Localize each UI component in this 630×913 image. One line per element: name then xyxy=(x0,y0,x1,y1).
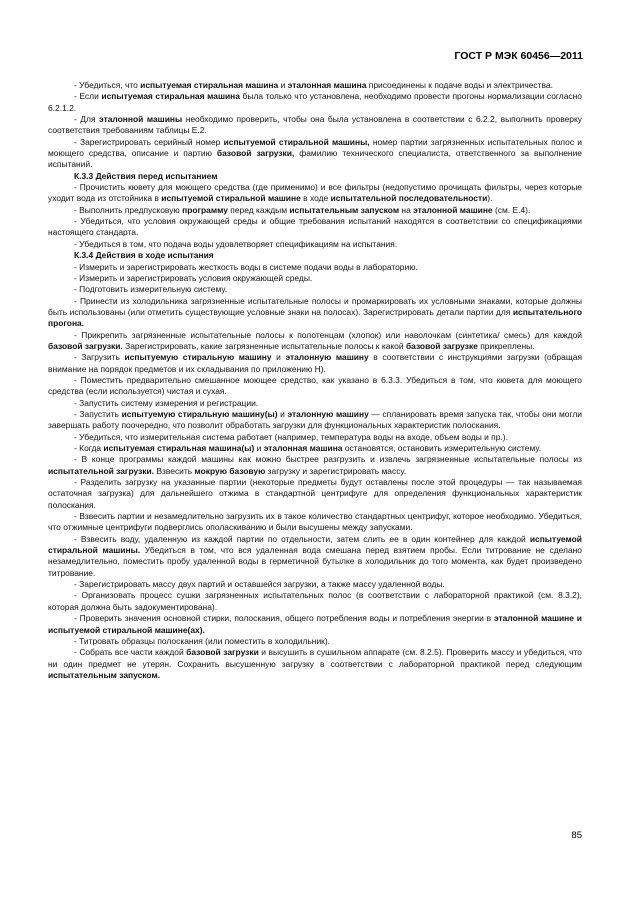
text-run: - Измерить и зарегистрировать условия окружающей среды. xyxy=(74,272,313,283)
section-heading xyxy=(48,250,582,261)
body-paragraph xyxy=(48,432,582,443)
body-paragraph xyxy=(48,454,582,477)
section-heading xyxy=(48,171,582,182)
body-paragraph xyxy=(48,579,582,590)
text-run: - Запустить xyxy=(74,408,122,419)
bold-term: эталонную машину xyxy=(285,352,369,363)
bold-term: базовой загрузки, xyxy=(216,148,295,159)
page-number: 85 xyxy=(571,830,582,841)
text-run: номер партии загрязненных испытательных полос и моющего средства, описание и партию xyxy=(48,136,582,159)
body-paragraph xyxy=(48,477,582,511)
text-run: - Принести из холодильника загрязненные испытательные полосы и промаркировать их условными знаками, которые должны быть использованы (или отметить существующие условные знаки на полосах). Зарегистрировать детали партии для xyxy=(48,295,582,317)
body-paragraph xyxy=(48,262,582,273)
body-paragraph xyxy=(48,91,582,114)
text-run: - Организовать процесс сушки загрязненных испытательных полос (в соответствии с лабораторной практикой (см. 8.3.2), которая должна быть задокументирована). xyxy=(48,590,582,612)
text-run: необходимо проверить, чтобы она была установлена в соответствии с 6.2.2, выполнить проверку соответствия требованиям таблицы Е.2. xyxy=(48,114,582,136)
body-paragraph xyxy=(48,80,582,91)
bold-term: базовой загрузке xyxy=(405,340,478,351)
text-run: - Подготовить измерительную систему. xyxy=(74,284,228,295)
bold-term: испытуемую стиральную машину(ы) xyxy=(121,408,278,419)
body-paragraph xyxy=(48,182,582,205)
bold-term: испытуемой стиральной машины, xyxy=(223,136,370,147)
bold-term: испытуемая стиральная машина xyxy=(140,80,279,90)
text-run: ). xyxy=(487,193,493,204)
body-paragraph xyxy=(48,330,582,353)
body-paragraph xyxy=(48,409,582,432)
text-run: - Убедиться, что xyxy=(74,80,141,90)
text-run: - Загрузить xyxy=(74,352,125,363)
body-paragraph xyxy=(48,375,582,398)
body-paragraph xyxy=(48,205,582,216)
text-run: и высушить в сушильном аппарате (см. 8.2.5). Проверить массу и убедиться, что ни один предмет не утерян. Сохранить высушенную загрузку в соответствии с лабораторной практикой перед следующим xyxy=(48,647,582,669)
text-run: - Взвесить партии и незамедлительно загрузить их в такое количество стандартных центрифуг, которое необходимо. Убедиться, что отжимные центрифуги подверглись ополаскиванию и были высушены между запусками. xyxy=(48,511,582,533)
text-run: присоединены к подаче воды и электричества. xyxy=(366,80,553,90)
body-paragraph xyxy=(48,511,582,534)
text-run: (см. Е.4). xyxy=(492,204,531,215)
bold-term: испытательной загрузки. xyxy=(48,465,155,476)
text-run: - В конце программы каждой машины как можно быстрее разгрузить и извлечь загрязненные испытательные полосы из xyxy=(74,454,582,465)
text-run: - Если xyxy=(74,91,102,102)
text-run: - Измерить и зарегистрировать жесткость воды в системе подачи воды в лабораторию. xyxy=(74,261,418,272)
text-run: — спланировать время запуска так, чтобы они могли завершать работу поочередно, что позволит обработать загрузки для функциональных характеристик полоскания. xyxy=(48,408,582,431)
text-run: - Выполнить предпусковую xyxy=(74,204,183,215)
text-run: в ходе xyxy=(300,193,331,204)
text-run: - Титровать образцы полоскания (или поместить в холодильник). xyxy=(74,635,330,646)
bold-term: испытательной последовательности xyxy=(330,193,488,204)
text-run: - Зарегистрировать массу двух партий и оставшейся загрузки, а также массу удаленной воды. xyxy=(74,579,445,590)
text-run: - Прочистить кювету для моющего средства (где применимо) и все фильтры (недопустимо прочищать фильтры, через которые уходит вода из отстойника в xyxy=(48,182,582,204)
text-run: - Взвесить воду, удаленную из каждой партии по отдельности, затем слить ее в один контейнер для каждой xyxy=(74,533,530,544)
bold-term: испытательным запуском. xyxy=(48,669,161,680)
text-run: - Запустить систему измерения и регистрации. xyxy=(74,397,259,408)
text-run: Взвесить xyxy=(154,465,195,476)
body-paragraph xyxy=(48,647,582,681)
body-paragraph xyxy=(48,216,582,239)
text-run: К.3.3 Действия перед испытанием xyxy=(74,170,218,181)
body-paragraph xyxy=(48,534,582,579)
bold-term: испытуемой стиральной машине xyxy=(161,193,301,204)
text-run: остановятся, остановить измерительную систему. xyxy=(342,443,542,453)
text-run: в соответствии с инструкциями загрузки (обращая внимание на порядок предметов и их складывания по приложению Н). xyxy=(48,352,583,374)
text-run: и xyxy=(277,408,288,419)
text-run: была только что установлена, необходимо провести прогоны нормализации согласно 6.2.1.2. xyxy=(48,91,582,113)
bold-term: базовой загрузки xyxy=(186,647,259,658)
bold-term: эталонной машине и испытуемой стиральной машине(ах). xyxy=(48,613,582,635)
text-run: и xyxy=(254,443,264,453)
document-body xyxy=(48,80,582,681)
bold-term: базовой загрузки. xyxy=(48,340,123,351)
bold-term: эталонной машины xyxy=(99,114,183,125)
bold-term: эталонная машина xyxy=(263,443,343,453)
text-run: прикреплены. xyxy=(477,340,535,351)
document-standard-id: ГОСТ Р МЭК 60456—2011 xyxy=(454,50,583,62)
body-paragraph xyxy=(48,284,582,295)
text-run: - Убедиться, что условия окружающей среды и общие требования испытаний находятся в соответствии со спецификациями настоящего стандарта. xyxy=(48,216,582,238)
text-run: на xyxy=(399,204,414,215)
text-run: фамилию технического специалиста, ответственного за выполнение испытаний. xyxy=(48,148,582,170)
bold-term: испытательным запуском xyxy=(289,204,400,215)
bold-term: испытуемую стиральную машину xyxy=(124,352,272,363)
body-paragraph xyxy=(48,443,582,454)
text-run: - Разделить загрузку на указанные партии (некоторые предметы будут оставлены после этой процедуры — так называемая остаточная загрузка) для дальнейшего отжима в стандартной центрифуге для определения функциональных характеристик полоскания. xyxy=(48,477,582,510)
text-run: - Проверить значения основной стирки, полоскания, общего потребления воды и потребления энергии в xyxy=(74,613,494,624)
body-paragraph xyxy=(48,239,582,250)
body-paragraph xyxy=(48,114,582,137)
body-paragraph xyxy=(48,352,582,375)
body-paragraph xyxy=(48,613,582,636)
text-run: Зарегистрировать, какие загрязненные испытательные полосы к какой xyxy=(122,340,406,351)
text-run: - Собрать все части каждой xyxy=(74,647,187,658)
text-run: - Убедиться, что измерительная система работает (например, температура воды на входе, объем воды и пр.). xyxy=(74,431,508,442)
text-run: и xyxy=(271,352,286,363)
text-run: Убедиться в том, что вся удаленная вода смешана перед взятием пробы. Если титрование не сделано незамедлительно, поместить пробу удаленной воды в герметичной бутылке в холодильник до того момента, как будет произведено титрование. xyxy=(48,545,582,578)
text-run: - Поместить предварительно смешанное моющее средство, как указано в 6.3.3. Убедиться в том, что кювета для моющего средства (если используется) чистая и сухая. xyxy=(48,374,582,397)
text-run: - Зарегистрировать серийный номер xyxy=(74,136,224,147)
text-run: - Прикрепить загрязненные испытательные полосы к полотенцам (хлопок) или наволочкам (синтетика/ смесь) для каждой xyxy=(74,329,582,340)
text-run: и xyxy=(278,80,288,90)
bold-term: испытуемая стиральная машина(ы) xyxy=(103,443,255,453)
bold-term: испытательного прогона. xyxy=(48,306,582,329)
text-run: перед каждым xyxy=(227,204,290,215)
body-paragraph xyxy=(48,296,582,330)
bold-term: мокрую базовую xyxy=(194,465,266,476)
bold-term: эталонная машина xyxy=(287,80,367,90)
bold-term: эталонной машине xyxy=(413,204,493,215)
body-paragraph xyxy=(48,137,582,171)
body-paragraph xyxy=(48,273,582,284)
bold-term: эталонную машину xyxy=(287,408,369,419)
text-run: загрузку и зарегистрировать массу. xyxy=(265,465,407,476)
body-paragraph xyxy=(48,590,582,613)
body-paragraph xyxy=(48,398,582,409)
bold-term: испытуемая стиральная машина xyxy=(101,91,240,102)
bold-term: испытуемой стиральной машины. xyxy=(48,533,582,556)
text-run: К.3.4 Действия в ходе испытания xyxy=(74,250,214,261)
text-run: - Когда xyxy=(74,443,104,453)
text-run: - Убедиться в том, что подача воды удовлетворяет спецификациям на испытания. xyxy=(74,238,398,249)
bold-term: программу xyxy=(182,204,228,215)
body-paragraph xyxy=(48,636,582,647)
text-run: - Для xyxy=(74,114,100,125)
